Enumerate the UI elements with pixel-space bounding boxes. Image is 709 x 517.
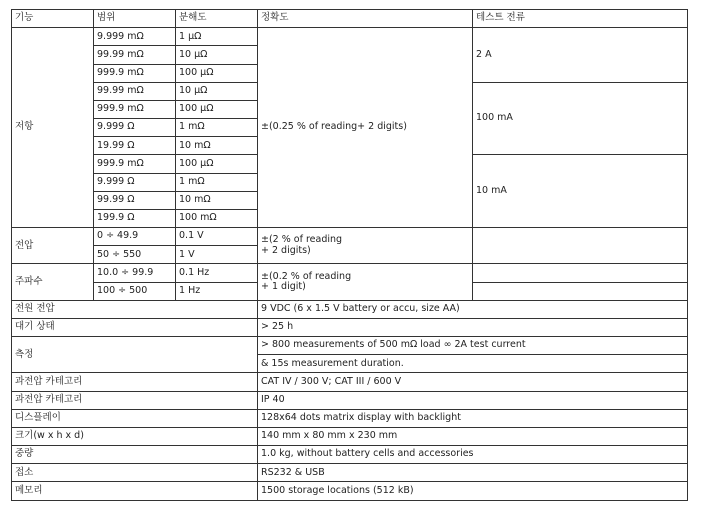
table-row bbox=[12, 228, 688, 246]
spec-label: 크기(w x h x d) bbox=[12, 427, 258, 445]
range-cell: 99.99 mΩ bbox=[94, 82, 176, 100]
range-cell: 9.999 mΩ bbox=[94, 28, 176, 46]
voltage-accuracy-line1: ±(2 % of reading bbox=[261, 234, 343, 246]
header-row bbox=[12, 10, 688, 28]
range-cell: 0 ÷ 49.9 bbox=[94, 228, 176, 246]
resolution-cell: 1 µΩ bbox=[176, 28, 258, 46]
table-row bbox=[12, 446, 688, 464]
spec-label: 접소 bbox=[12, 464, 258, 482]
spec-value: 140 mm x 80 mm x 230 mm bbox=[258, 427, 688, 445]
range-cell: 999.9 mΩ bbox=[94, 64, 176, 82]
resolution-cell: 0.1 Hz bbox=[176, 264, 258, 282]
resolution-cell: 10 mΩ bbox=[176, 137, 258, 155]
range-cell: 19.99 Ω bbox=[94, 137, 176, 155]
table-row bbox=[12, 409, 688, 427]
spec-value: 128x64 dots matrix display with backlight bbox=[258, 409, 688, 427]
range-cell: 199.9 Ω bbox=[94, 209, 176, 227]
resolution-cell: 10 µΩ bbox=[176, 82, 258, 100]
table-row bbox=[12, 337, 688, 355]
header-function: 기능 bbox=[12, 10, 94, 28]
voltage-accuracy bbox=[258, 228, 473, 264]
spec-label: 대기 상태 bbox=[12, 318, 258, 336]
table-row bbox=[12, 264, 688, 282]
resolution-cell: 1 V bbox=[176, 246, 258, 264]
range-cell: 9.999 Ω bbox=[94, 119, 176, 137]
resolution-cell: 1 mΩ bbox=[176, 173, 258, 191]
range-cell: 9.999 Ω bbox=[94, 173, 176, 191]
spec-value: > 800 measurements of 500 mΩ load ∞ 2A test current bbox=[258, 337, 688, 355]
resolution-cell: 0.1 V bbox=[176, 228, 258, 246]
voltage-test-current bbox=[473, 228, 688, 264]
frequency-label: 주파수 bbox=[12, 264, 94, 300]
table-row bbox=[12, 300, 688, 318]
table-row bbox=[12, 427, 688, 445]
frequency-accuracy-line2: + 1 digit) bbox=[261, 281, 306, 293]
voltage-accuracy-line2: + 2 digits) bbox=[261, 244, 311, 256]
resolution-cell: 100 µΩ bbox=[176, 155, 258, 173]
resolution-cell: 100 µΩ bbox=[176, 100, 258, 118]
range-cell: 999.9 mΩ bbox=[94, 100, 176, 118]
table-row bbox=[12, 318, 688, 336]
frequency-test-current bbox=[473, 282, 688, 300]
frequency-accuracy bbox=[258, 264, 473, 300]
spec-value: > 25 h bbox=[258, 318, 688, 336]
spec-table bbox=[11, 9, 688, 501]
spec-label: 디스플레이 bbox=[12, 409, 258, 427]
frequency-test-current bbox=[473, 264, 688, 282]
spec-label: 메모리 bbox=[12, 482, 258, 501]
resolution-cell: 1 Hz bbox=[176, 282, 258, 300]
header-accuracy: 정확도 bbox=[258, 10, 473, 28]
spec-value: 1500 storage locations (512 kB) bbox=[258, 482, 688, 501]
range-cell: 99.99 Ω bbox=[94, 191, 176, 209]
header-range: 범위 bbox=[94, 10, 176, 28]
spec-label: 전원 전압 bbox=[12, 300, 258, 318]
spec-value: & 15s measurement duration. bbox=[258, 355, 688, 373]
spec-value: RS232 & USB bbox=[258, 464, 688, 482]
test-current-10ma: 10 mA bbox=[473, 155, 688, 228]
test-current-100ma: 100 mA bbox=[473, 82, 688, 155]
table-row bbox=[12, 464, 688, 482]
resolution-cell: 10 mΩ bbox=[176, 191, 258, 209]
range-cell: 10.0 ÷ 99.9 bbox=[94, 264, 176, 282]
range-cell: 999.9 mΩ bbox=[94, 155, 176, 173]
range-cell: 50 ÷ 550 bbox=[94, 246, 176, 264]
resolution-cell: 1 mΩ bbox=[176, 119, 258, 137]
resolution-cell: 100 µΩ bbox=[176, 64, 258, 82]
spec-value: CAT IV / 300 V; CAT III / 600 V bbox=[258, 373, 688, 391]
resistance-accuracy: ±(0.25 % of reading+ 2 digits) bbox=[258, 28, 473, 228]
resolution-cell: 10 µΩ bbox=[176, 46, 258, 64]
spec-label: 중량 bbox=[12, 446, 258, 464]
voltage-label: 전압 bbox=[12, 228, 94, 264]
header-resolution: 분해도 bbox=[176, 10, 258, 28]
table-row bbox=[12, 482, 688, 501]
spec-value: 1.0 kg, without battery cells and accessories bbox=[258, 446, 688, 464]
range-cell: 99.99 mΩ bbox=[94, 46, 176, 64]
frequency-accuracy-line1: ±(0.2 % of reading bbox=[261, 270, 352, 282]
spec-value: IP 40 bbox=[258, 391, 688, 409]
table-row bbox=[12, 28, 688, 46]
table-row bbox=[12, 373, 688, 391]
table-row bbox=[12, 391, 688, 409]
resolution-cell: 100 mΩ bbox=[176, 209, 258, 227]
spec-value: 9 VDC (6 x 1.5 V battery or accu, size AA) bbox=[258, 300, 688, 318]
spec-label: 과전압 카테고리 bbox=[12, 373, 258, 391]
range-cell: 100 ÷ 500 bbox=[94, 282, 176, 300]
header-test-current: 테스트 전류 bbox=[473, 10, 688, 28]
test-current-2a: 2 A bbox=[473, 28, 688, 83]
spec-label: 측정 bbox=[12, 337, 258, 373]
spec-label: 과전압 카테고리 bbox=[12, 391, 258, 409]
resistance-label: 저항 bbox=[12, 28, 94, 228]
